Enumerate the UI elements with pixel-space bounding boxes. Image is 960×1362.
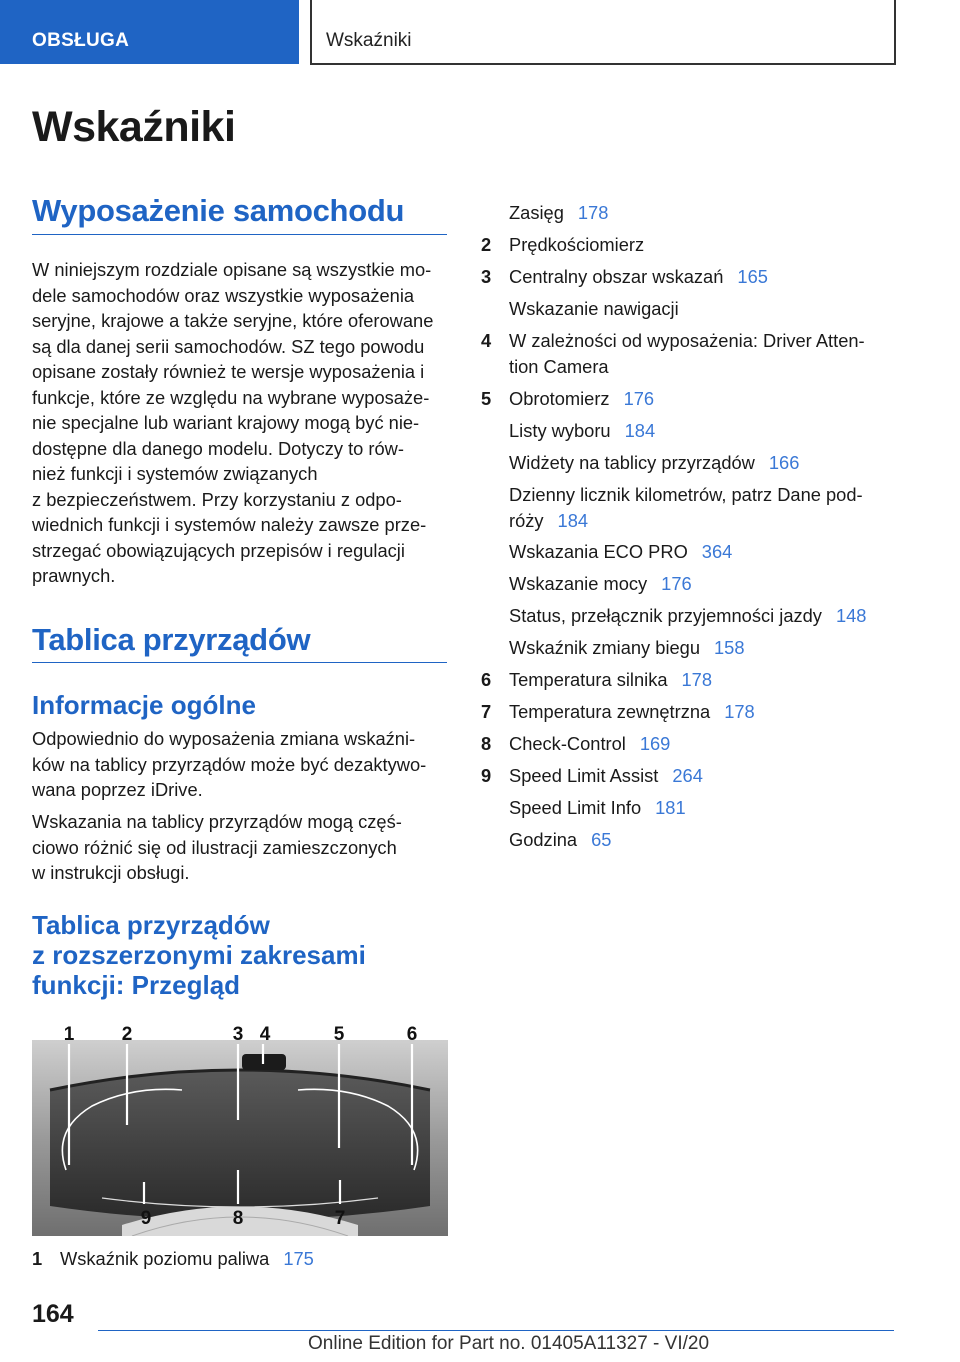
paragraph-general-2: Wskazania na tablicy przyrządów mogą częś- ciowo różnić się od ilustracji zamieszczonych w instrukcji obsługi. [32, 811, 402, 883]
callout-9: 9 [140, 1208, 152, 1229]
page-number: 164 [32, 1300, 74, 1328]
callout-8: 8 [232, 1208, 244, 1229]
heading-equipment: Wyposażenie samochodu [32, 193, 405, 228]
section-tab [0, 0, 299, 64]
page-reference-link[interactable]: 184 [624, 420, 656, 441]
heading-instrument-panel: Tablica przyrządów [32, 622, 311, 657]
heading-overview: Tablica przyrządów z rozszerzonymi zakresami funkcji: Przegląd [32, 910, 366, 1000]
section-label: OBSŁUGA [32, 30, 130, 51]
callout-3: 3 [232, 1024, 244, 1045]
heading-general-info: Informacje ogólne [32, 690, 256, 720]
page-reference-link[interactable]: 166 [768, 452, 800, 473]
heading-rule [32, 234, 447, 235]
callout-5: 5 [333, 1024, 345, 1045]
footer-edition: Online Edition for Part no. 01405A11327 - VI/20 [308, 1333, 710, 1354]
page-reference-link[interactable]: 364 [701, 541, 733, 562]
page-reference-link[interactable]: 264 [672, 765, 703, 786]
page-reference-link[interactable]: 176 [623, 388, 655, 409]
callout-6: 6 [406, 1024, 418, 1045]
page-title: Wskaźniki [32, 103, 236, 151]
page-reference-link[interactable]: 178 [724, 701, 755, 722]
page-reference-link[interactable]: 178 [681, 669, 713, 690]
instrument-cluster-figure [32, 1020, 448, 1236]
page-reference-link[interactable]: 148 [835, 605, 867, 626]
page-reference-link[interactable]: 65 [591, 829, 612, 850]
page-reference-link[interactable]: 176 [661, 573, 692, 594]
page-reference-link[interactable]: 165 [737, 266, 768, 287]
page-reference-link[interactable]: 175 [283, 1248, 314, 1269]
page-reference-link[interactable]: 181 [655, 797, 686, 818]
chapter-label: Wskaźniki [326, 30, 412, 51]
callout-7: 7 [334, 1208, 346, 1229]
paragraph-equipment: W niniejszym rozdziale opisane są wszystkie mo- dele samochodów oraz wszystkie wyposażenia seryjne, krajowe a także seryjne, które oferowane są dla danej serii samochodów. SZ tego powodu opisane zostały również te wersje wyposażenia i funkcje, które ze względu na wybrane wyposaże- nie specjalne lub wariant krajowy mogą być nie- dostępne dla danego modelu. Dotyczy to rów- nież funkcji i systemów związanych z bezpieczeństwem. Przy korzystaniu z odpo- wiednich funkcji i systemów należy zawsze prze- strzegać obowiązujących przepisów i regulacji prawnych. [32, 259, 434, 586]
footer-rule [98, 1330, 894, 1331]
page-reference-link[interactable]: 169 [639, 733, 671, 754]
heading-rule [32, 662, 447, 663]
paragraph-general-1: Odpowiednio do wyposażenia zmiana wskaźni- ków na tablicy przyrządów może być dezaktywo- wana poprzez iDrive. [32, 728, 427, 800]
callout-4: 4 [259, 1024, 271, 1045]
page-reference-link[interactable]: 158 [714, 637, 745, 658]
page-reference-link[interactable]: 184 [557, 509, 589, 531]
callout-2: 2 [121, 1024, 133, 1045]
page-reference-link[interactable]: 178 [577, 202, 609, 223]
callout-1: 1 [63, 1024, 75, 1045]
chapter-header [310, 0, 896, 65]
